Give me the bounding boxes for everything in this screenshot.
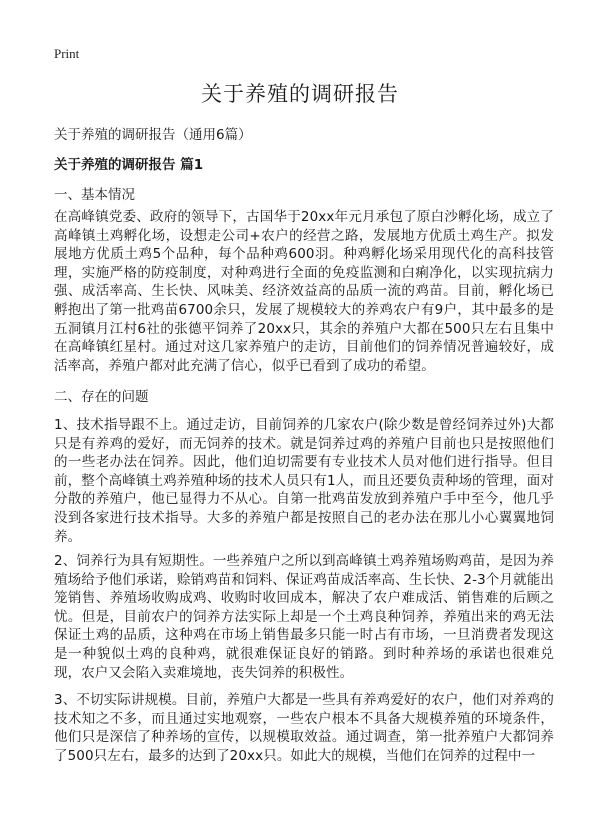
print-label: Print [54,46,80,61]
part1-paragraph: 在高峰镇党委、政府的领导下，古国华于20xx年元月承包了原白沙孵化场，成立了高峰镇土鸡孵化场，设想走公司+农户的经营之路，发展地方优质土鸡生产。拟发展地方优质土鸡5个品种，每个品种鸡600羽。种鸡孵化场采用现代化的高科技管理，实施严格的防疫制度，对种鸡进行全面的免疫监测和白痢净化，以实现抗病力强、成活率高、生长快、风味美、经济效益高的品质一流的鸡苗。目前，孵化场已孵抱出了第一批鸡苗6700余只，发展了规模较大的养鸡农户有9户，其中最多的是五洞镇月江村6社的张德平饲养了20xx只，其余的养殖户大都在500只左右且集中在高峰镇红星村。通过对这几家养殖户的走访，目前他们的饲养情况普遍较好，成活率高，养殖户都对此充满了信心，似乎已看到了成功的希望。 [54,209,554,374]
problem-paragraph-1: 1、技术指导跟不上。通过走访，目前饲养的几家农户(除少数是曾经饲养过外)大都只是有养鸡的爱好，而无饲养的技术。就是饲养过鸡的养殖户目前也只是按照他们的一些老办法在饲养。因此，他们迫切需要有专业技术人员对他们进行指导。但目前，整个高峰镇土鸡养殖种场的技术人员只有1人，而且还要负责种场的管理，面对分散的养殖户，他已显得力不从心。自第一批鸡苗发放到养殖户手中至今，他几乎没到各家进行技术指导。大多的养殖户都是按照自己的老办法在那儿小心翼翼地饲养。 [54,417,554,545]
problem-paragraph-2: 2、饲养行为具有短期性。一些养殖户之所以到高峰镇土鸡养殖场购鸡苗，是因为养殖场给予他们承诺，赊销鸡苗和饲料、保证鸡苗成活率高、生长快、2-3个月就能出笼销售、养殖场收购成鸡、收购时收回成本，解决了农户难成活、销售难的后顾之忧。但是，目前农户的饲养方法实际上却是一个土鸡良种饲养，养殖出来的鸡无法保证土鸡的品质，这种鸡在市场上销售最多只能一时占有市场，一旦消费者发现这是一种貌似土鸡的良种鸡，就很难保证良好的销路。到时种养场的承诺也很难兑现，农户又会陷入卖难境地，丧失饲养的积极性。 [54,553,554,681]
part1-heading: 一、基本情况 [54,187,135,203]
document-subtitle: 关于养殖的调研报告（通用6篇） [54,127,252,143]
section-heading: 关于养殖的调研报告 篇1 [54,157,204,173]
problem-paragraph-3: 3、不切实际讲规模。目前，养殖户大都是一些具有养鸡爱好的农户，他们对养鸡的技术知之不多，而且通过实地观察，一些农户根本不具备大规模养殖的环境条件，他们只是深信了种养场的宣传，以规模取效益。通过调查，第一批养殖户大都饲养了500只左右，最多的达到了20xx只。如此大的规模，当他们在饲养的过程中一 [54,692,554,764]
document-title: 关于养殖的调研报告 [201,82,399,106]
part2-heading: 二、存在的问题 [54,389,149,405]
